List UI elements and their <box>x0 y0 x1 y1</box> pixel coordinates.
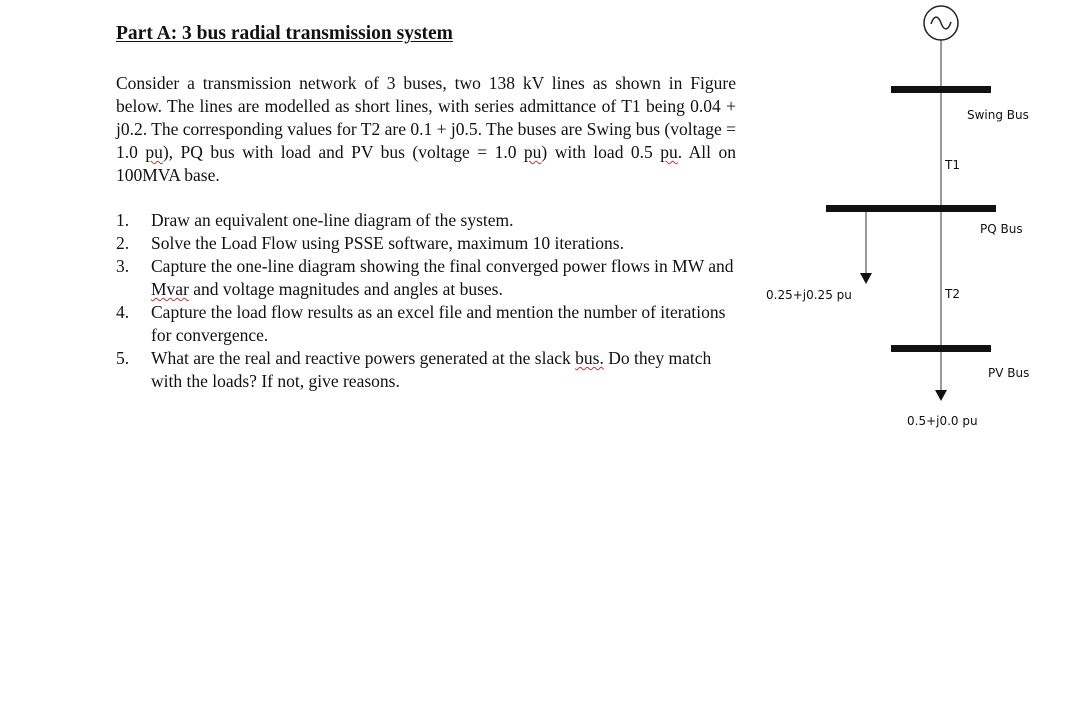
swing-bus-bar <box>891 86 991 93</box>
spell-flag: pu <box>660 142 678 162</box>
pv-load-arrow <box>935 390 947 401</box>
pq-load-label: 0.25+j0.25 pu <box>766 288 852 302</box>
task-item: 5. What are the real and reactive powers generated at the slack bus. Do they match with the loads? If not, give reasons. <box>116 348 712 391</box>
task-item: 4. Capture the load flow results as an excel file and mention the number of iterations for convergence. <box>116 302 726 345</box>
pq-load-arrow <box>860 273 872 284</box>
problem-description: Consider a transmission network of 3 buses, two 138 kV lines as shown in Figure below. The lines are modelled as short lines, with series admittance of T1 being 0.04 + j0.2. The corresponding values for T2 are 0.1 + j0.5. The buses are Swing bus (voltage = 1.0 pu), PQ bus with load and PV bus (voltage = 1.0 pu) with load 0.5 pu. All on 100MVA base. <box>116 73 736 185</box>
task-item: 3. Capture the one-line diagram showing the final converged power flows in MW and Mvar and voltage magnitudes and angles at buses. <box>116 256 734 299</box>
task-item: 2. Solve the Load Flow using PSSE software, maximum 10 iterations. <box>116 233 624 253</box>
pq-bus-label: PQ Bus <box>980 222 1023 236</box>
spell-flag: bus. <box>575 348 604 368</box>
line-t2-label: T2 <box>945 287 960 301</box>
pv-bus-label: PV Bus <box>988 366 1030 380</box>
spell-flag: pu <box>523 142 542 162</box>
line-t1-label: T1 <box>945 158 960 172</box>
pv-load-label: 0.5+j0.0 pu <box>907 414 978 428</box>
spell-flag: pu <box>145 142 163 162</box>
pq-bus-bar <box>826 205 996 212</box>
task-item: 1. Draw an equivalent one-line diagram of the system. <box>116 210 514 230</box>
page-title: Part A: 3 bus radial transmission system <box>116 23 453 44</box>
pv-bus-bar <box>891 345 991 352</box>
ac-source-icon <box>924 6 958 40</box>
swing-bus-label: Swing Bus <box>967 108 1029 122</box>
spell-flag: Mvar <box>151 279 189 299</box>
